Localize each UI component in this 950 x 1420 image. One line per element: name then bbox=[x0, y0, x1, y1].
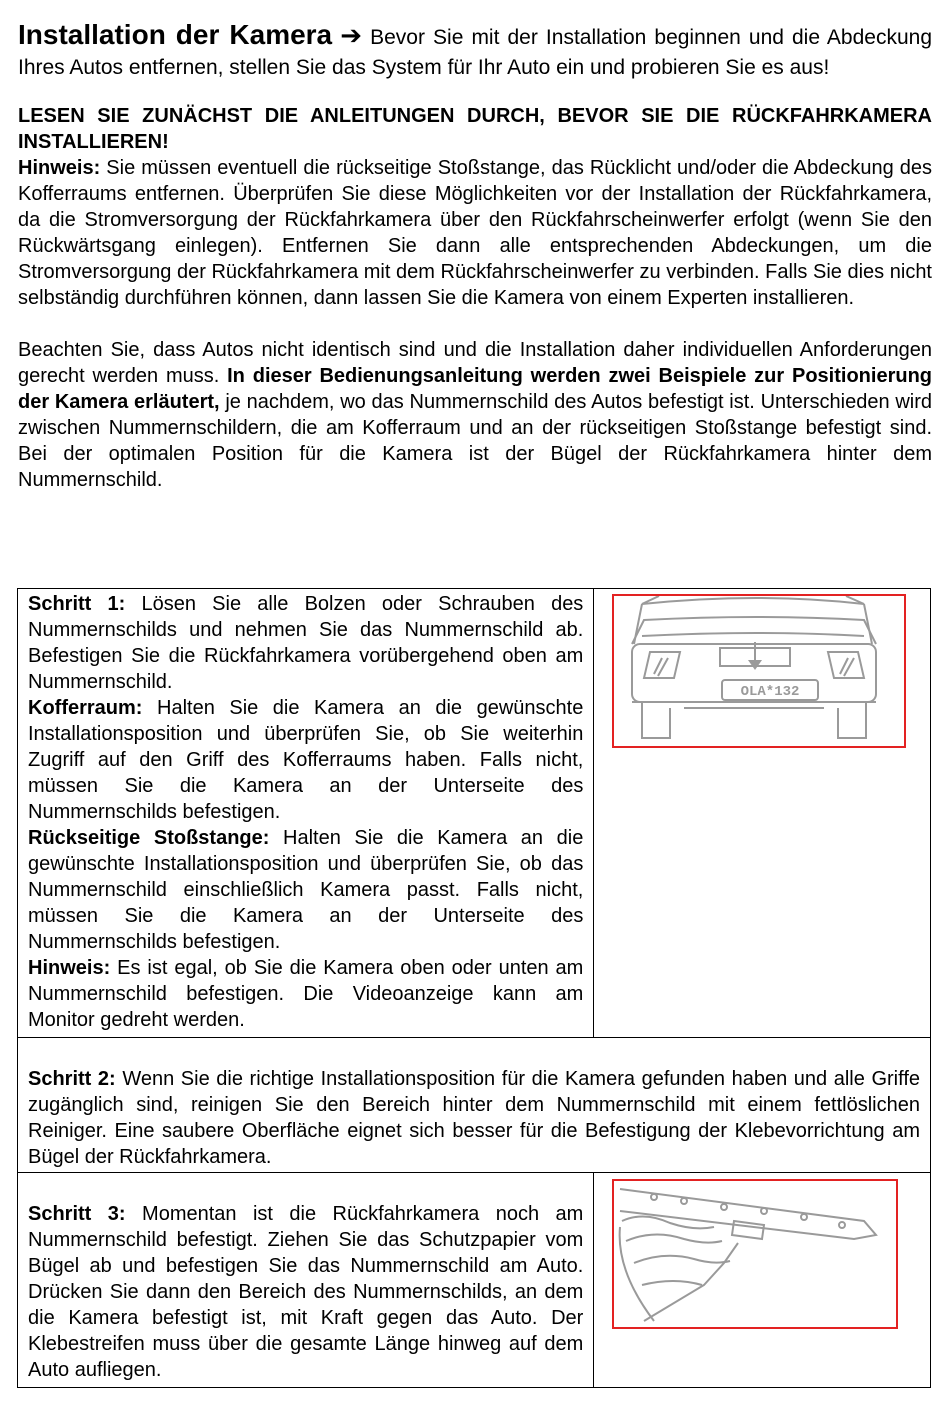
car-rear-drawing bbox=[614, 596, 904, 746]
step-1-image-cell bbox=[594, 589, 931, 1038]
note-text: Sie müssen eventuell die rückseitige Stoßstange, das Rücklicht und/oder die Abdeckung des Kofferraums entfernen. Überprüfen Sie diese Möglichkeiten vor der Installation der Rückfahrkamera, da die Stromversorgung der Rückfahrkamera über den Rückfahrscheinwerfer erfolgt (wenn Sie den Rückwärtsgang einlegen). Entfernen Sie dann alle entsprechenden Abdeckungen, um die Stromversorgung der Rückfahrkamera mit dem Rückfahrscheinwerfer zu verbinden. Falls Sie dies nicht selbständig durchführen können, dann lassen Sie die Kamera von einem Experten installieren. bbox=[18, 157, 932, 309]
step-2-text: Wenn Sie die richtige Installationsposition für die Kamera gefunden haben und alle Griffe zugänglich sind, reinigen Sie den Bereich hinter dem Nummernschild mit einem fettlöslichen Reiniger. Eine saubere Oberfläche eignet sich besser für die Befestigung der Klebevorrichtung am Bügel der Rückfahrkamera. bbox=[28, 1068, 920, 1168]
remark-text-2: je nachdem, wo das Nummernschild des Autos befestigt ist. Unterschieden wird zwischen Nummernschildern, die am Kofferraum und an der rückseitigen Stoßstange befestigt sind. Bei der optimalen Position für die Kamera ist der Bügel der Rückfahrkamera hinter dem Nummernschild. bbox=[18, 391, 932, 491]
hint-text: Es ist egal, ob Sie die Kamera oben oder unten am Nummernschild befestigen. Die Videoanzeige kann am Monitor gedreht werden. bbox=[28, 957, 584, 1031]
step-1-text-cell bbox=[18, 589, 594, 1038]
step-1-text: Lösen Sie alle Bolzen oder Schrauben des Nummernschilds und nehmen Sie das Nummernschild ab. Befestigen Sie die Rückfahrkamera vorübergehend oben am Nummernschild. bbox=[28, 593, 584, 693]
steps-table bbox=[17, 588, 931, 1388]
step-1-row bbox=[18, 589, 931, 1038]
step-2-label: Schritt 2: bbox=[28, 1068, 116, 1090]
intro-paragraph bbox=[18, 20, 932, 83]
step-3-text-cell bbox=[18, 1173, 594, 1388]
note-paragraph bbox=[18, 155, 932, 311]
page bbox=[18, 20, 932, 493]
remark-bold: In dieser Bedienungsanleitung werden zwei Beispiele zur Positionierung der Kamera erläutert, bbox=[18, 365, 932, 413]
trunk-text: Halten Sie die Kamera an die gewünschte Installationsposition und überprüfen Sie, ob Sie weiterhin Zugriff auf den Griff des Kofferraums haben. Falls nicht, müssen Sie die Kamera an der Unterseite des Nummernschilds befestigen. bbox=[28, 697, 584, 823]
bumper-label: Rückseitige Stoßstange: bbox=[28, 827, 270, 849]
step-1-label: Schritt 1: bbox=[28, 593, 126, 615]
license-plate-text: OLA*132 bbox=[740, 684, 800, 700]
remark-text-1: Beachten Sie, dass Autos nicht identisch sind und die Installation daher individuellen Anforderungen gerecht werden muss. bbox=[18, 339, 932, 387]
hand-pressing-plate-illustration bbox=[612, 1179, 898, 1329]
hand-plate-drawing bbox=[614, 1181, 896, 1327]
trunk-label: Kofferraum: bbox=[28, 697, 143, 719]
note-label: Hinweis: bbox=[18, 157, 101, 179]
step-3-text: Momentan ist die Rückfahrkamera noch am Nummernschild befestigt. Ziehen Sie das Schutzpapier vom Bügel ab und befestigen Sie das Nummernschild am Auto. Drücken Sie dann den Bereich des Nummernschilds, an dem die Kamera befestigt ist, mit Kraft gegen das Auto. Der Klebestreifen muss über die gesamte Länge hinweg auf dem Auto aufliegen. bbox=[28, 1203, 584, 1381]
bumper-text: Halten Sie die Kamera an die gewünschte Installationsposition und überprüfen Sie, ob das Nummernschild einschließlich Kamera passt. Falls nicht, müssen Sie die Kamera an der Unterseite des Nummernschilds befestigen. bbox=[28, 827, 584, 953]
remark-paragraph bbox=[18, 337, 932, 493]
arrow-right-icon: ➔ bbox=[340, 20, 363, 50]
intro-text: Bevor Sie mit der Installation beginnen und die Abdeckung Ihres Autos entfernen, stellen Sie das System für Ihr Auto ein und probieren Sie es aus! bbox=[18, 26, 933, 79]
step-3-row bbox=[18, 1173, 931, 1388]
step-3-label: Schritt 3: bbox=[28, 1203, 126, 1225]
car-rear-illustration bbox=[612, 594, 906, 748]
warning-text: LESEN SIE ZUNÄCHST DIE ANLEITUNGEN DURCH, BEVOR SIE DIE RÜCKFAHRKAMERA INSTALLIEREN! bbox=[18, 105, 932, 153]
step-2-row bbox=[18, 1038, 931, 1173]
section-title: Installation der Kamera bbox=[18, 19, 333, 50]
step-3-image-cell bbox=[594, 1173, 931, 1388]
hint-label: Hinweis: bbox=[28, 957, 111, 979]
step-2-cell bbox=[18, 1038, 931, 1173]
